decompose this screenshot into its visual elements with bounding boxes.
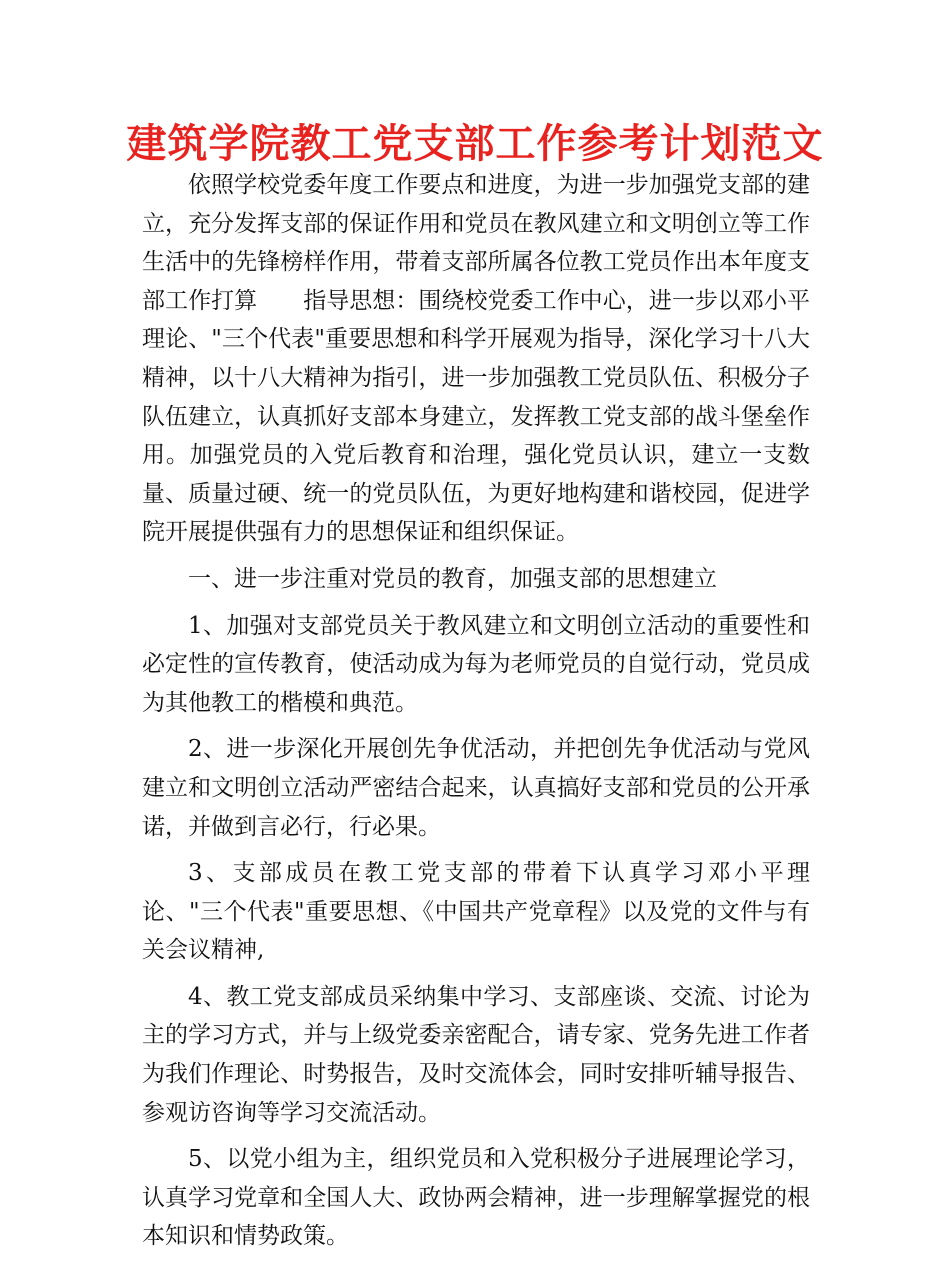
section-heading: 一、进一步注重对党员的教育，加强支部的思想建立 [188,565,717,592]
list-item-5: 5、以党小组为主，组织党员和入党积极分子进展理论学习，认真学习党章和全国人大、政协两会精神，进一步理解掌握党的根本知识和情势政策。 [142,1146,810,1250]
intro-text-part1: 依照学校党委年度工作要点和进度，为进一步加强党支部的建立，充分发挥支部的保证作用和党员在教风建立和文明创立等工作生活中的先锋榜样作用，带着支部所属各位教工党员作出本年度支部工作打算 [142,172,810,314]
intro-text-part2: 指导思想：围绕校党委工作中心，进一步以邓小平理论、"三个代表"重要思想和科学开展观为指导，深化学习十八大精神，以十八大精神为指引，进一步加强教工党员队伍、积极分子队伍建立，认真抓好支部本身建立，发挥教工党支部的战斗堡垒作用。加强党员的入党后教育和治理，强化党员认识，建立一支数量、质量过硬、统一的党员队伍，为更好地构建和谐校园，促进学院开展提供强有力的思想保证和组织保证。 [142,287,811,546]
list-item-4: 4、教工党支部成员采纳集中学习、支部座谈、交流、讨论为主的学习方式，并与上级党委亲密配合，请专家、党务先进工作者为我们作理论、时势报告，及时交流体会，同时安排听辅导报告、参观访咨询等学习交流活动。 [142,983,810,1126]
list-item-2: 2、进一步深化开展创先争优活动，并把创先争优活动与党风建立和文明创立活动严密结合起来，认真搞好支部和党员的公开承诺，并做到言必行，行必果。 [142,736,810,840]
list-item-3: 3、支部成员在教工党支部的带着下认真学习邓小平理论、"三个代表"重要思想、《中国共产党章程》以及党的文件与有关会议精神, [142,860,810,964]
list-item-1: 1、加强对支部党员关于教风建立和文明创立活动的重要性和必定性的宣传教育，使活动成为每为老师党员的自觉行动，党员成为其他教工的楷模和典范。 [142,612,810,716]
intro-paragraph [142,166,810,552]
document-title: 建筑学院教工党支部工作参考计划范文 [126,121,824,167]
document-body [142,166,810,1264]
